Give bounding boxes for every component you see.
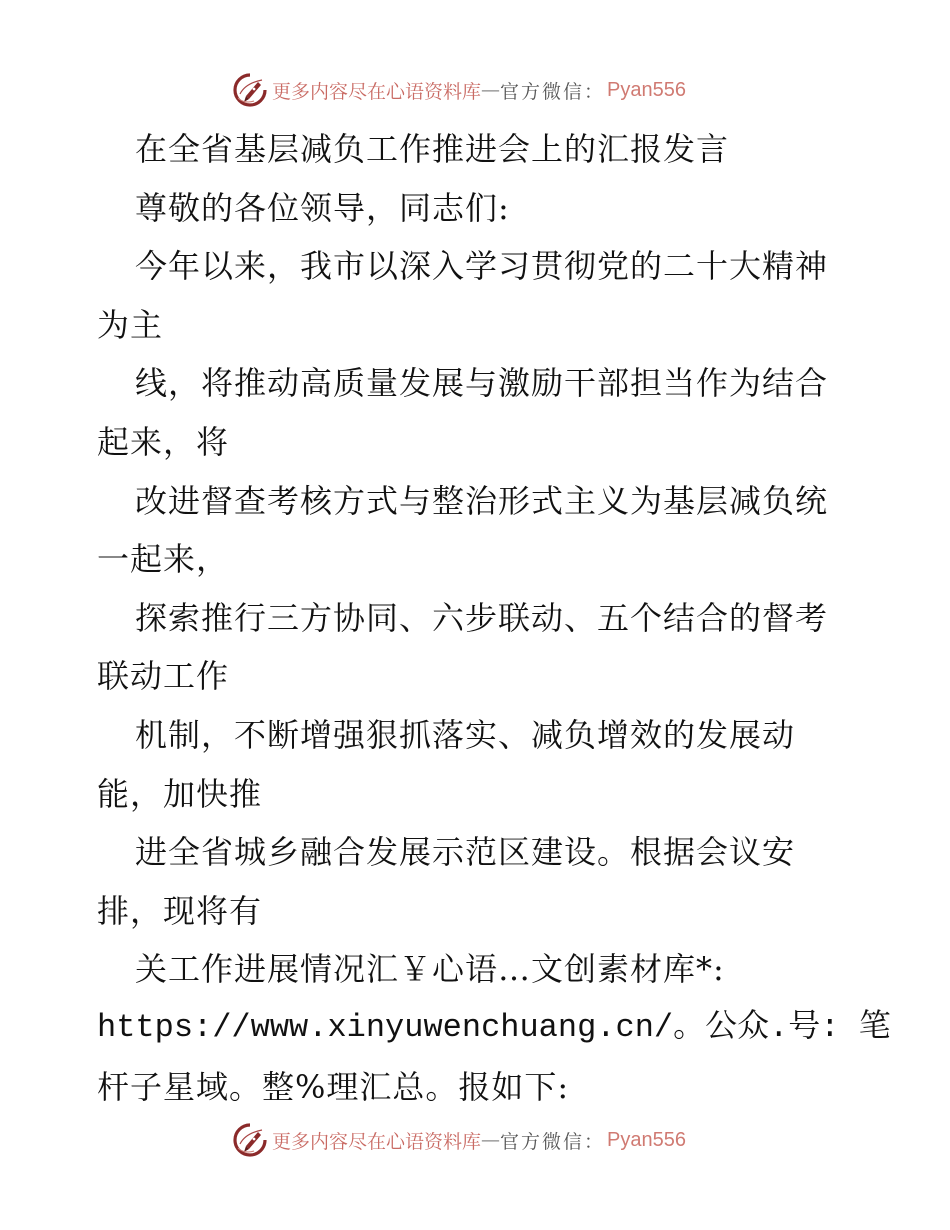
paragraph-line: 探索推行三方协同、六步联动、五个结合的督考 — [135, 598, 829, 637]
separator: — — [481, 79, 501, 101]
document-body — [97, 120, 891, 1116]
document-title: 在全省基层减负工作推进会上的汇报发言 — [135, 130, 730, 168]
paragraph-line: 联动工作 — [97, 657, 230, 696]
paragraph-line: 排，现将有 — [97, 891, 263, 930]
promo-text: 更多内容尽在心语资料库 — [272, 80, 482, 103]
footer-banner — [232, 1120, 712, 1160]
paragraph-line: 改进督查考核方式与整治形式主义为基层减负统 — [135, 481, 829, 520]
wechat-label: 官方微信： — [500, 80, 606, 103]
pen-nib-circle-icon — [232, 72, 268, 108]
wechat-label: 官方微信： — [500, 1130, 606, 1153]
paragraph-line: 今年以来，我市以深入学习贯彻党的二十大精神 — [135, 247, 829, 286]
salutation: 尊敬的各位领导，同志们: — [135, 188, 510, 227]
wechat-id: Pyan556 — [607, 78, 686, 101]
promo-text: 更多内容尽在心语资料库 — [272, 1130, 482, 1153]
paragraph-line: 为主 — [97, 305, 164, 344]
paragraph-line: 线，将推动高质量发展与激励干部担当作为结合 — [135, 364, 829, 403]
paragraph-line: 进全省城乡融合发展示范区建设。根据会议安 — [135, 833, 796, 872]
paragraph-line: 杆子星域。整%理汇总。报如下: — [97, 1067, 570, 1106]
url-line: https://www.xinyuwenchuang.cn/。公众.号: 笔 — [97, 1008, 891, 1046]
header-banner — [232, 70, 712, 110]
pen-nib-circle-icon — [232, 1122, 268, 1158]
wechat-id: Pyan556 — [607, 1128, 686, 1151]
paragraph-line: 能，加快推 — [97, 774, 263, 813]
paragraph-line: 一起来， — [97, 540, 230, 579]
paragraph-line: 关工作进展情况汇￥心语…文创素材库*: — [135, 950, 725, 989]
paragraph-line: 起来，将 — [97, 422, 230, 461]
separator: — — [481, 1129, 501, 1151]
paragraph-line: 机制，不断增强狠抓落实、减负增效的发展动 — [135, 715, 796, 754]
